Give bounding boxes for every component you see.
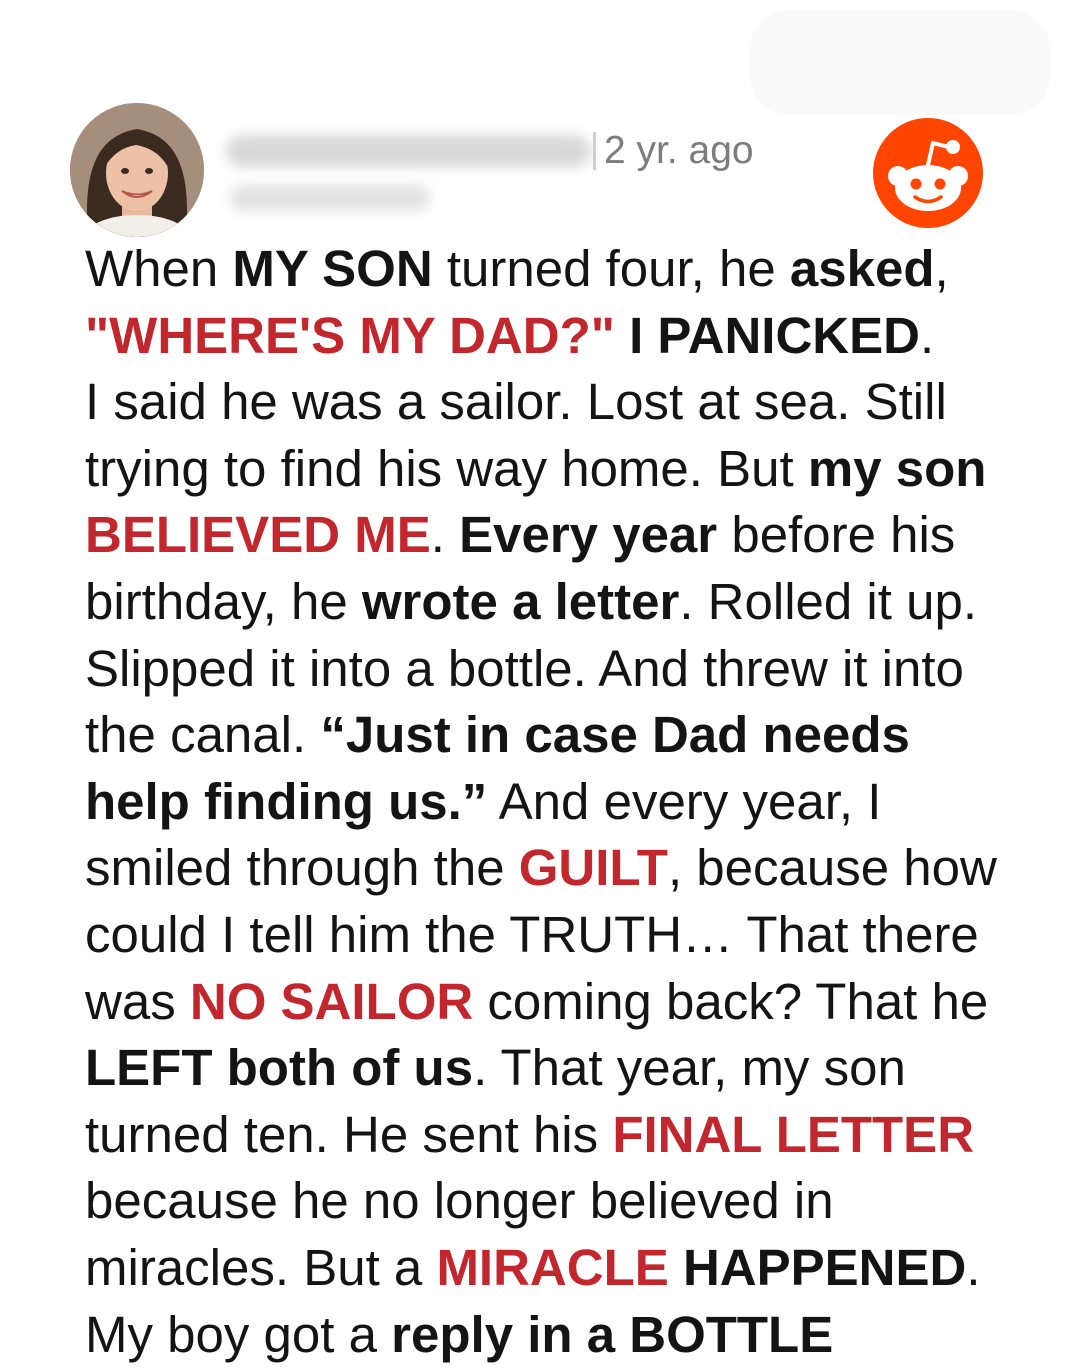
story-text: My boy got a bbox=[85, 1306, 391, 1363]
post-timestamp: 2 yr. ago bbox=[604, 127, 754, 175]
story-bold: my son bbox=[808, 440, 987, 497]
story-line bbox=[85, 1168, 1060, 1235]
story-line bbox=[85, 569, 1060, 636]
story-line bbox=[85, 502, 1060, 569]
story-text: . Rolled it up. bbox=[679, 573, 977, 630]
story-bold: reply in a BOTTLE bbox=[391, 1306, 833, 1363]
story-text: was bbox=[85, 973, 190, 1030]
story-line bbox=[85, 1235, 1060, 1302]
story-red: FINAL LETTER bbox=[612, 1106, 974, 1163]
story-line bbox=[85, 902, 1060, 969]
story-line bbox=[85, 1102, 1060, 1169]
story-line bbox=[85, 769, 1060, 836]
story-text: . bbox=[920, 307, 934, 364]
story-line bbox=[85, 1035, 1060, 1102]
story-bold: asked bbox=[790, 240, 935, 297]
story-text: miracles. But a bbox=[85, 1239, 436, 1296]
story-text: turned ten. He sent his bbox=[85, 1106, 612, 1163]
story-line bbox=[85, 369, 1060, 436]
story-text: because he no longer believed in bbox=[85, 1172, 834, 1229]
story-text: , bbox=[935, 240, 949, 297]
story-text: the canal. bbox=[85, 706, 320, 763]
avatar-portrait bbox=[70, 103, 204, 237]
story-text: When bbox=[85, 240, 232, 297]
story-bold: “Just in case Dad needs bbox=[320, 706, 910, 763]
story-text: . bbox=[431, 506, 459, 563]
story-line bbox=[85, 436, 1060, 503]
story-text bbox=[615, 307, 629, 364]
story-bold: Every year bbox=[459, 506, 717, 563]
avatar[interactable] bbox=[70, 103, 204, 237]
story-bold: MY SON bbox=[232, 240, 432, 297]
post-body bbox=[85, 236, 1060, 1368]
story-text: . That year, my son bbox=[473, 1039, 906, 1096]
story-bold: LEFT both of us bbox=[85, 1039, 473, 1096]
story-red: "WHERE'S MY DAD?" bbox=[85, 307, 615, 364]
story-line bbox=[85, 835, 1060, 902]
story-line bbox=[85, 636, 1060, 703]
story-bold: HAPPENED bbox=[683, 1239, 966, 1296]
story-bold: help finding us.” bbox=[85, 773, 487, 830]
reddit-logo-icon[interactable] bbox=[873, 118, 983, 228]
story-text: smiled through the bbox=[85, 839, 519, 896]
story-text: birthday, he bbox=[85, 573, 362, 630]
story-red: GUILT bbox=[519, 839, 668, 896]
story-line bbox=[85, 702, 1060, 769]
subreddit-redacted[interactable] bbox=[230, 185, 430, 211]
story-line bbox=[85, 969, 1060, 1036]
username-redacted[interactable] bbox=[226, 135, 591, 167]
story-text: And every year, I bbox=[487, 773, 881, 830]
story-text: coming back? That he bbox=[473, 973, 988, 1030]
story-red: MIRACLE bbox=[436, 1239, 668, 1296]
story-text: , because how bbox=[668, 839, 997, 896]
story-text: Slipped it into a bottle. And threw it into bbox=[85, 640, 964, 697]
story-line bbox=[85, 236, 1060, 303]
story-text: I said he was a sailor. Lost at sea. Still bbox=[85, 373, 947, 430]
story-bold: I PANICKED bbox=[629, 307, 920, 364]
story-bold: wrote a letter bbox=[362, 573, 679, 630]
story-line bbox=[85, 303, 1060, 370]
story-text bbox=[669, 1239, 683, 1296]
story-text: before his bbox=[717, 506, 955, 563]
story-text: turned four, he bbox=[433, 240, 790, 297]
story-red: NO SAILOR bbox=[190, 973, 473, 1030]
story-text: . bbox=[966, 1239, 980, 1296]
story-line bbox=[85, 1302, 1060, 1368]
story-text: could I tell him the TRUTH… That there bbox=[85, 906, 979, 963]
separator bbox=[593, 132, 596, 170]
story-red: BELIEVED ME bbox=[85, 506, 431, 563]
post-header bbox=[0, 0, 1080, 240]
story-text: trying to find his way home. But bbox=[85, 440, 808, 497]
